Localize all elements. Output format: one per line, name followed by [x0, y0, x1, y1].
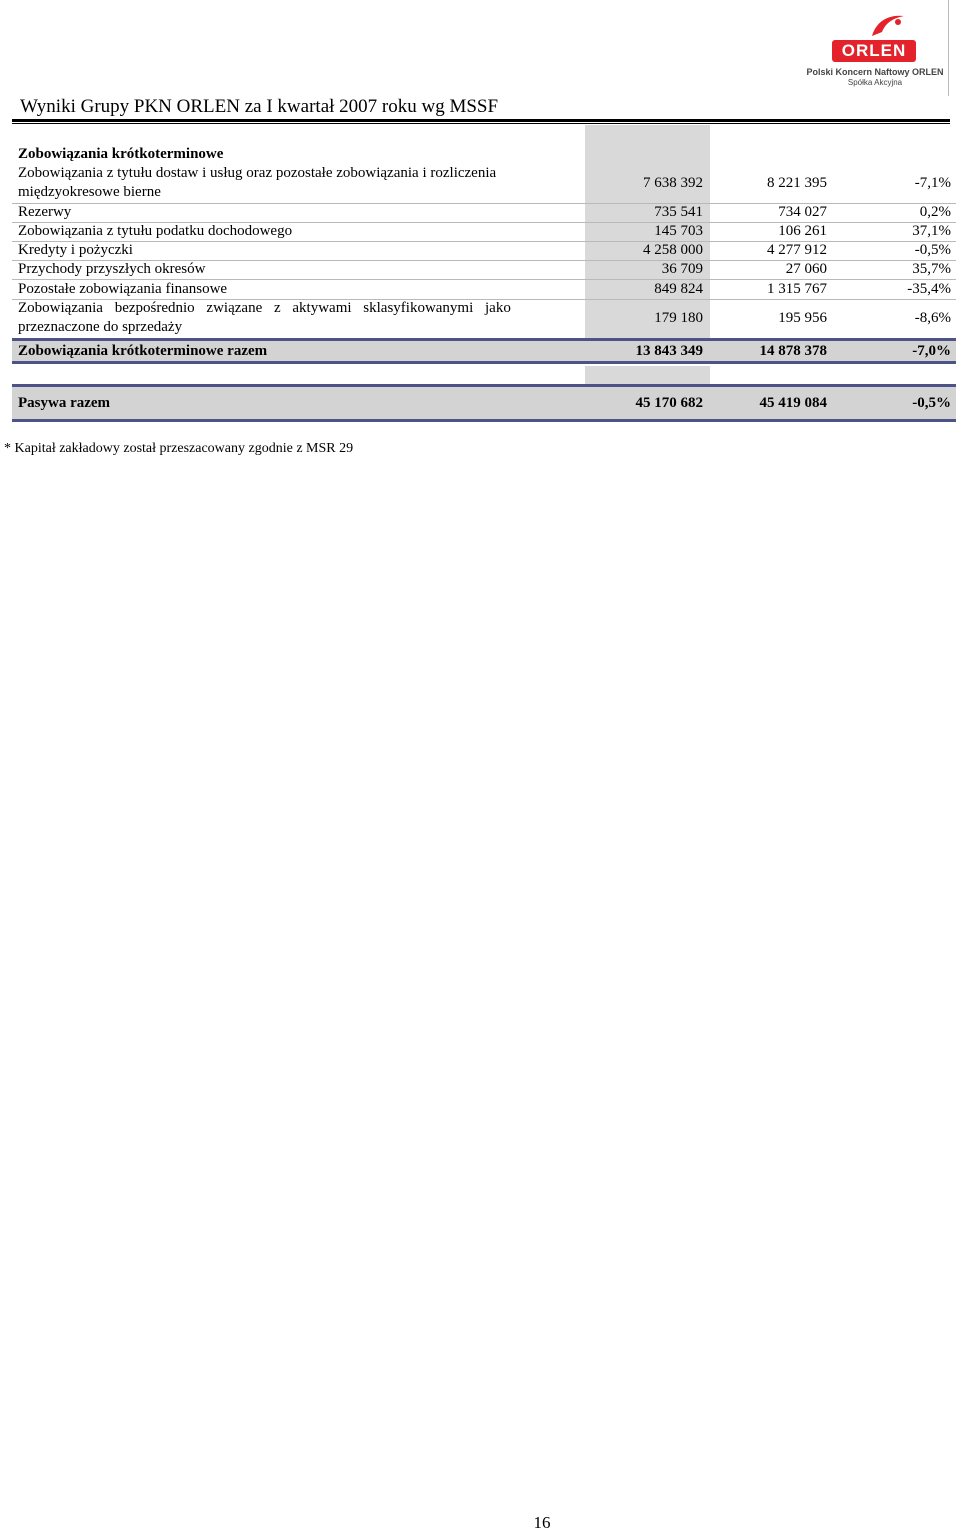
section-title: Zobowiązania krótkoterminowe — [18, 146, 224, 162]
orlen-eagle-icon — [868, 10, 908, 40]
row-label: Rezerwy — [18, 204, 72, 220]
column-shade-gap — [585, 366, 710, 384]
total-previous: 45 419 084 — [759, 395, 827, 411]
subtotal-rule-bottom — [12, 361, 956, 364]
value-current: 145 703 — [654, 223, 703, 239]
row-label: Zobowiązania bezpośrednio związane z aktywami sklasyfikowanymi jako — [18, 300, 511, 316]
value-change: 0,2% — [919, 204, 951, 220]
value-current: 849 824 — [654, 281, 703, 297]
total-rule-bottom — [12, 419, 956, 422]
value-previous: 195 956 — [778, 310, 827, 326]
row-label: Przychody przyszłych okresów — [18, 261, 206, 277]
value-current: 7 638 392 — [643, 175, 703, 191]
value-previous: 8 221 395 — [767, 175, 827, 191]
header-rule — [12, 119, 950, 122]
value-change: -8,6% — [914, 310, 951, 326]
header-rule-thin — [12, 123, 950, 124]
value-current: 735 541 — [654, 204, 703, 220]
row-label: Zobowiązania z tytułu podatku dochodowego — [18, 223, 293, 239]
value-current: 36 709 — [661, 261, 703, 277]
footnote: * Kapitał zakładowy został przeszacowany zgodnie z MSR 29 — [4, 441, 354, 456]
subtotal-current: 13 843 349 — [635, 343, 703, 359]
subtotal-change: -7,0% — [912, 343, 951, 359]
logo-company-type: Spółka Akcyjna — [847, 78, 903, 87]
subtotal-previous: 14 878 378 — [759, 343, 827, 359]
value-previous: 106 261 — [778, 223, 827, 239]
page-number: 16 — [533, 1513, 551, 1532]
row-label: Pozostałe zobowiązania finansowe — [18, 281, 228, 297]
table-row — [12, 300, 956, 338]
logo-brand: ORLEN — [832, 40, 916, 62]
logo-company-name: Polski Koncern Naftowy ORLEN — [806, 67, 944, 77]
table-row — [12, 165, 956, 203]
value-change: -0,5% — [914, 242, 951, 258]
total-current: 45 170 682 — [635, 395, 703, 411]
value-current: 4 258 000 — [643, 242, 703, 258]
orlen-logo — [800, 6, 950, 92]
value-previous: 27 060 — [785, 261, 827, 277]
row-label-cont: międzyokresowe bierne — [18, 184, 161, 200]
value-change: -35,4% — [907, 281, 951, 297]
page-title: Wyniki Grupy PKN ORLEN za I kwartał 2007 roku wg MSSF — [20, 96, 499, 117]
value-current: 179 180 — [654, 310, 703, 326]
logo-divider — [948, 0, 949, 96]
value-previous: 1 315 767 — [767, 281, 827, 297]
value-change: -7,1% — [914, 175, 951, 191]
row-label-cont: przeznaczone do sprzedaży — [18, 319, 183, 335]
total-change: -0,5% — [912, 395, 951, 411]
row-label: Zobowiązania z tytułu dostaw i usług oraz pozostałe zobowiązania i rozliczenia — [18, 165, 497, 181]
row-separator — [12, 279, 956, 280]
value-change: 37,1% — [912, 223, 951, 239]
subtotal-label: Zobowiązania krótkoterminowe razem — [18, 343, 268, 359]
value-change: 35,7% — [912, 261, 951, 277]
row-label: Kredyty i pożyczki — [18, 242, 133, 258]
value-previous: 734 027 — [778, 204, 827, 220]
total-label: Pasywa razem — [18, 395, 111, 411]
value-previous: 4 277 912 — [767, 242, 827, 258]
